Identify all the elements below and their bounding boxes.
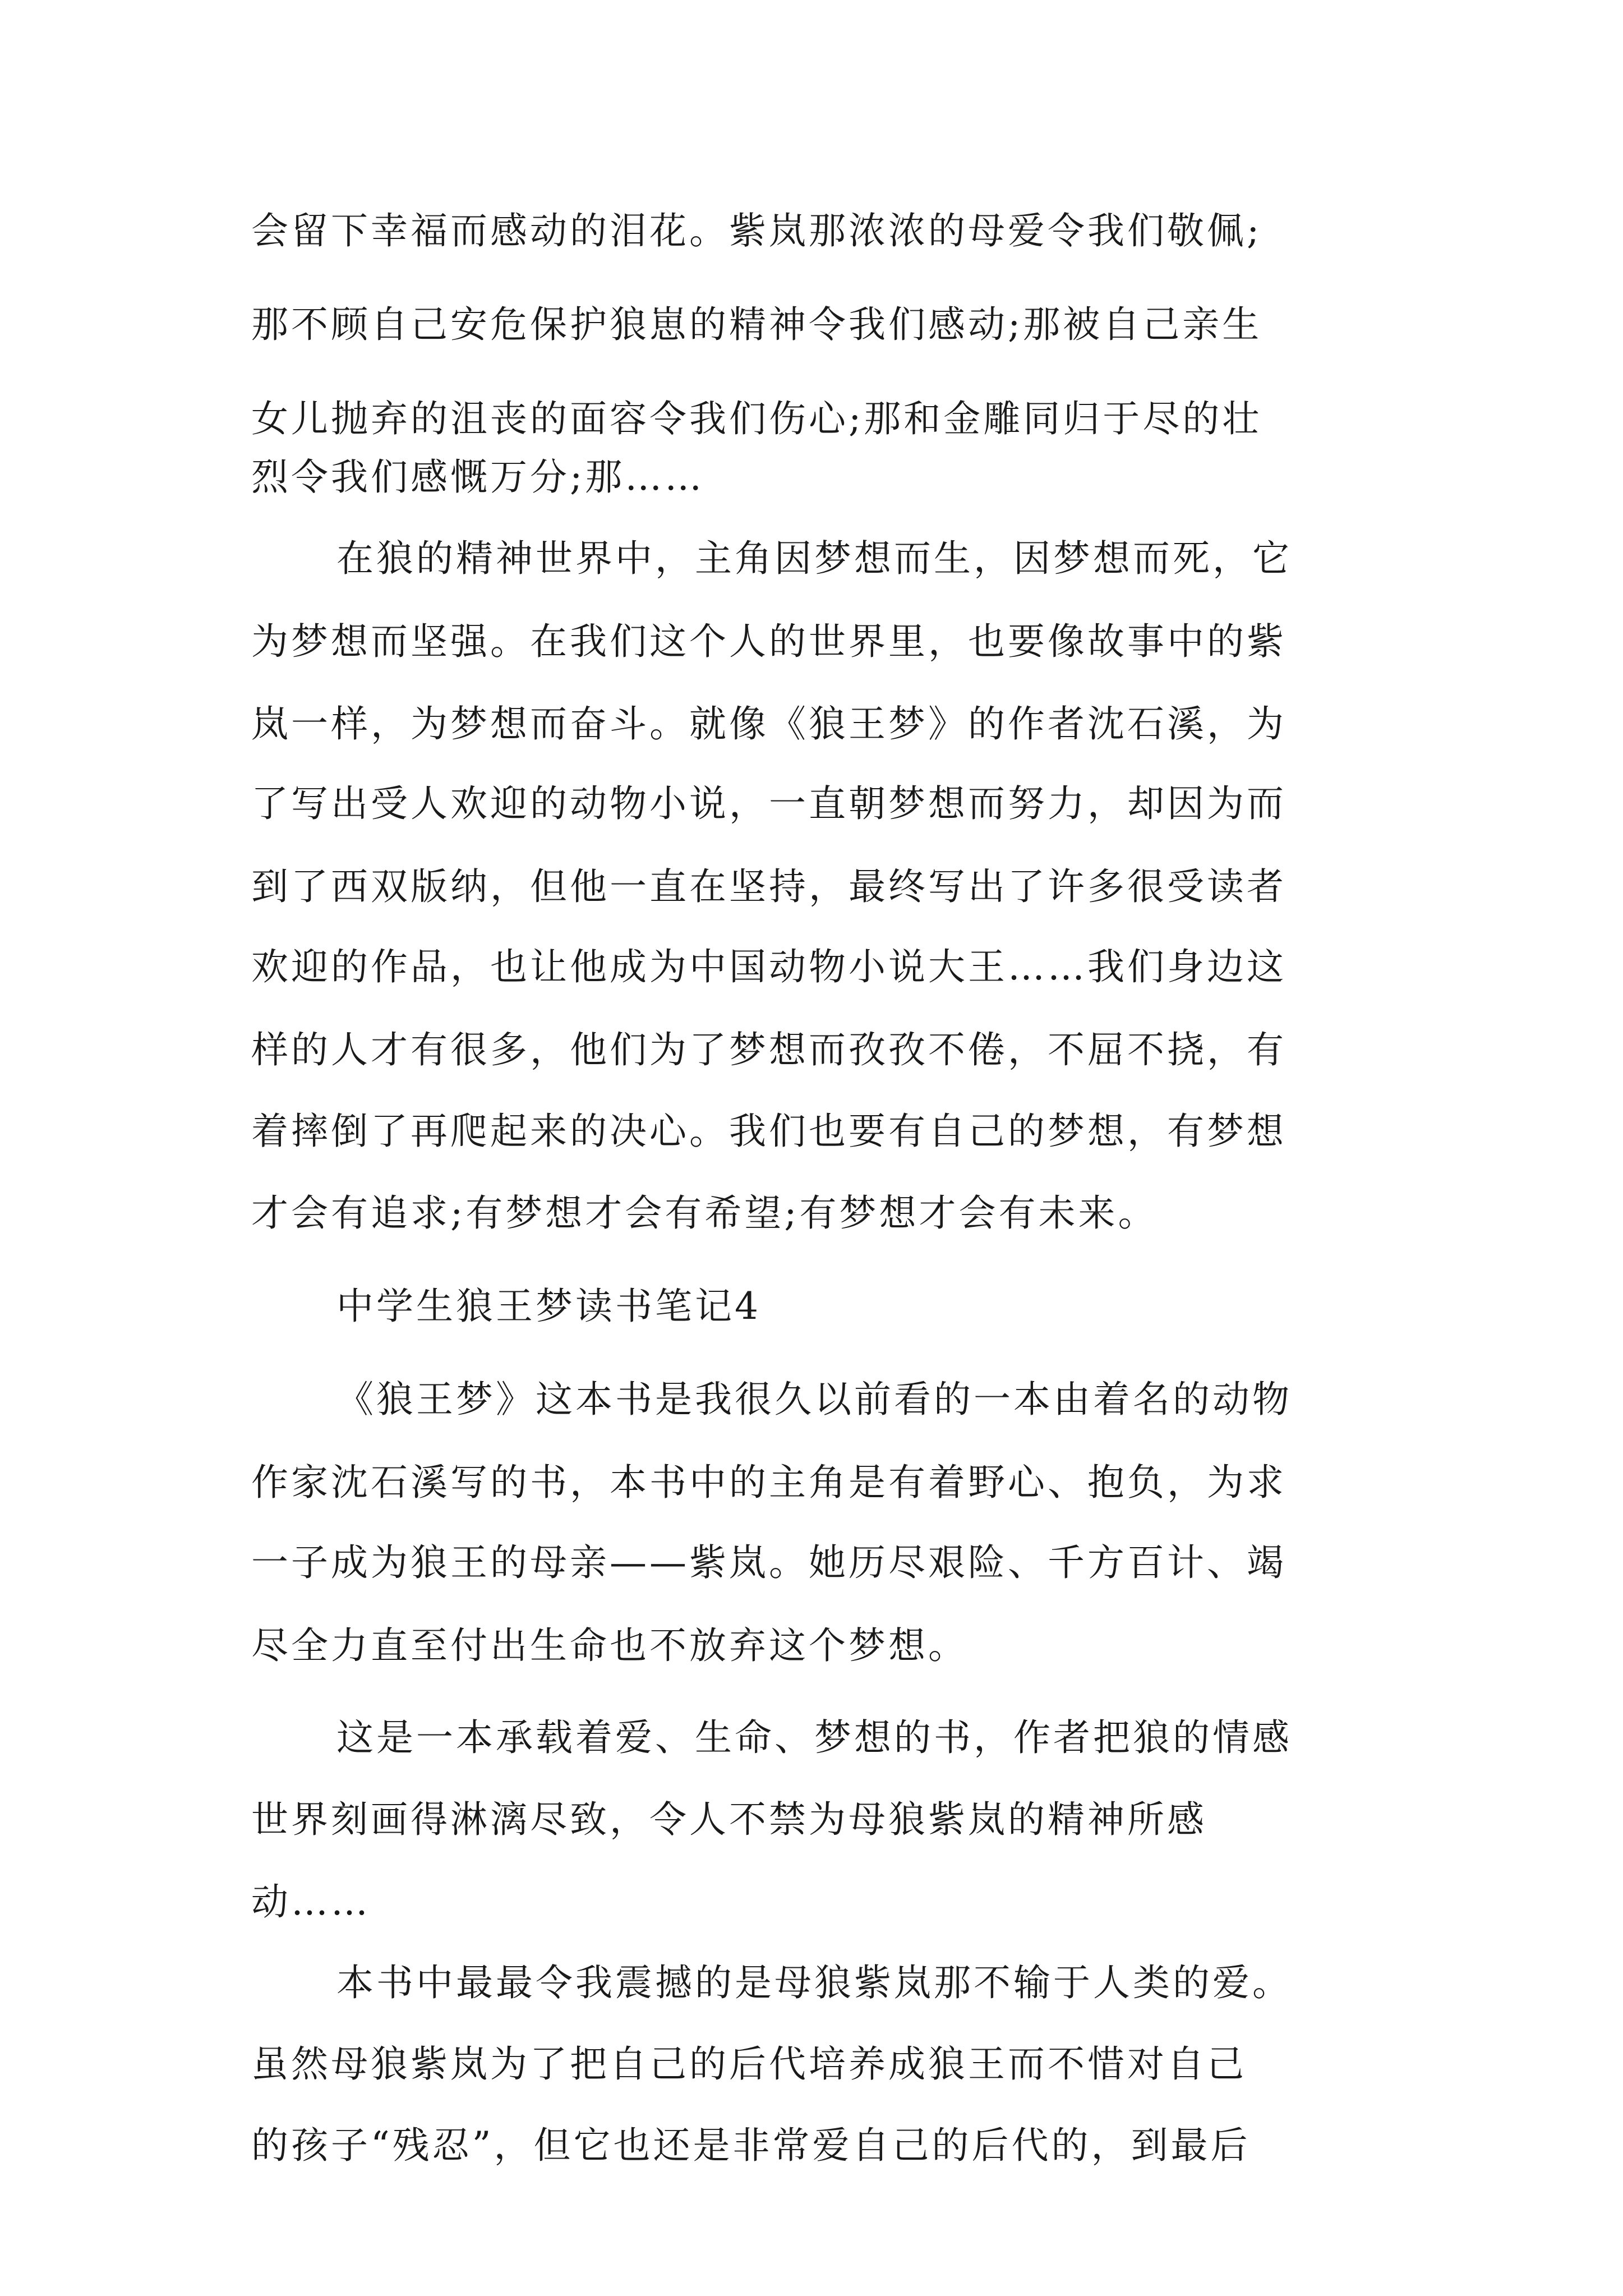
text-line: 作家沈石溪写的书，本书中的主角是有着野心、抱负，为求 bbox=[251, 1461, 1287, 1504]
text-line: 样的人才有很多，他们为了梦想而孜孜不倦，不屈不挠，有 bbox=[251, 1028, 1287, 1071]
text-line: 欢迎的作品，也让他成为中国动物小说大王……我们身边这 bbox=[251, 945, 1287, 988]
text-line: 着摔倒了再爬起来的决心。我们也要有自己的梦想，有梦想 bbox=[251, 1110, 1287, 1153]
text-line: 才会有追求;有梦想才会有希望;有梦想才会有未来。 bbox=[251, 1191, 1158, 1235]
text-line: 会留下幸福而感动的泪花。紫岚那浓浓的母爱令我们敬佩; bbox=[251, 209, 1262, 252]
text-line: 为梦想而坚强。在我们这个人的世界里，也要像故事中的紫 bbox=[251, 620, 1287, 663]
text-line: 烈令我们感慨万分;那…… bbox=[251, 455, 705, 499]
text-line: 女儿抛弃的沮丧的面容令我们伤心;那和金雕同归于尽的壮 bbox=[251, 397, 1262, 440]
text-line: 的孩子“残忍”，但它也还是非常爱自己的后代的，到最后 bbox=[251, 2124, 1251, 2167]
text-line: 一子成为狼王的母亲——紫岚。她历尽艰险、千方百计、竭 bbox=[251, 1541, 1287, 1584]
text-line: 那不顾自己安危保护狼崽的精神令我们感动;那被自己亲生 bbox=[251, 303, 1262, 346]
text-line: 岚一样，为梦想而奋斗。就像《狼王梦》的作者沈石溪，为 bbox=[251, 702, 1287, 746]
paragraph-first-line: 《狼王梦》这本书是我很久以前看的一本由着名的动物 bbox=[336, 1378, 1292, 1421]
paragraph-first-line: 在狼的精神世界中，主角因梦想而生，因梦想而死，它 bbox=[336, 537, 1292, 580]
text-line: 虽然母狼紫岚为了把自己的后代培养成狼王而不惜对自己 bbox=[251, 2042, 1247, 2086]
paragraph-first-line: 本书中最最令我震撼的是母狼紫岚那不输于人类的爱。 bbox=[336, 1961, 1292, 2004]
text-line: 世界刻画得淋漓尽致，令人不禁为母狼紫岚的精神所感 bbox=[251, 1798, 1207, 1841]
text-line: 到了西双版纳，但他一直在坚持，最终写出了许多很受读者 bbox=[251, 865, 1287, 908]
section-heading: 中学生狼王梦读书笔记4 bbox=[336, 1285, 761, 1328]
text-line: 了写出受人欢迎的动物小说，一直朝梦想而努力，却因为而 bbox=[251, 782, 1287, 825]
text-line: 尽全力直至付出生命也不放弃这个梦想。 bbox=[251, 1624, 968, 1667]
paragraph-first-line: 这是一本承载着爱、生命、梦想的书，作者把狼的情感 bbox=[336, 1716, 1292, 1759]
text-line: 动…… bbox=[251, 1880, 371, 1924]
